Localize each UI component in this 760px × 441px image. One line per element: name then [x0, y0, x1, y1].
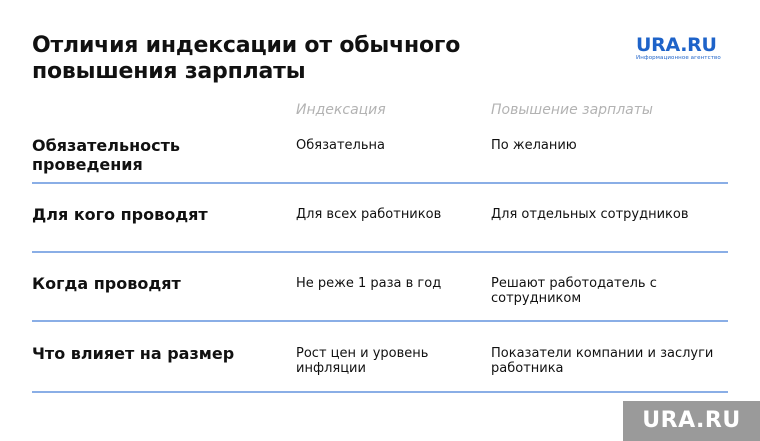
row-divider — [32, 320, 728, 322]
column-header-raise: Повышение зарплаты — [491, 102, 653, 118]
row-label-size-factors: Что влияет на размер — [32, 344, 235, 363]
logo-text: URA.RU — [636, 34, 717, 56]
row-label-mandatory: Обязательность проведения — [32, 136, 181, 174]
row-label-for-whom: Для кого проводят — [32, 205, 208, 224]
row-divider — [32, 182, 728, 184]
cell-indexation-for-whom: Для всех работников — [296, 207, 442, 222]
cell-indexation-size-factors: Рост цен и уровень инфляции — [296, 346, 429, 376]
ura-logo — [636, 36, 736, 62]
cell-raise-mandatory: По желанию — [491, 138, 577, 153]
watermark: URA.RU — [623, 401, 760, 441]
row-divider — [32, 251, 728, 253]
cell-indexation-mandatory: Обязательна — [296, 138, 385, 153]
cell-indexation-when: Не реже 1 раза в год — [296, 276, 442, 291]
logo-subtitle: Информационное агентство — [636, 55, 721, 61]
cell-raise-for-whom: Для отдельных сотрудников — [491, 207, 689, 222]
page-title: Отличия индексации от обычного повышения зарплаты — [32, 33, 461, 84]
cell-raise-when: Решают работодатель с сотрудником — [491, 276, 657, 306]
column-header-indexation: Индексация — [296, 102, 386, 118]
cell-raise-size-factors: Показатели компании и заслуги работника — [491, 346, 714, 376]
row-label-when: Когда проводят — [32, 274, 181, 293]
row-divider — [32, 391, 728, 393]
